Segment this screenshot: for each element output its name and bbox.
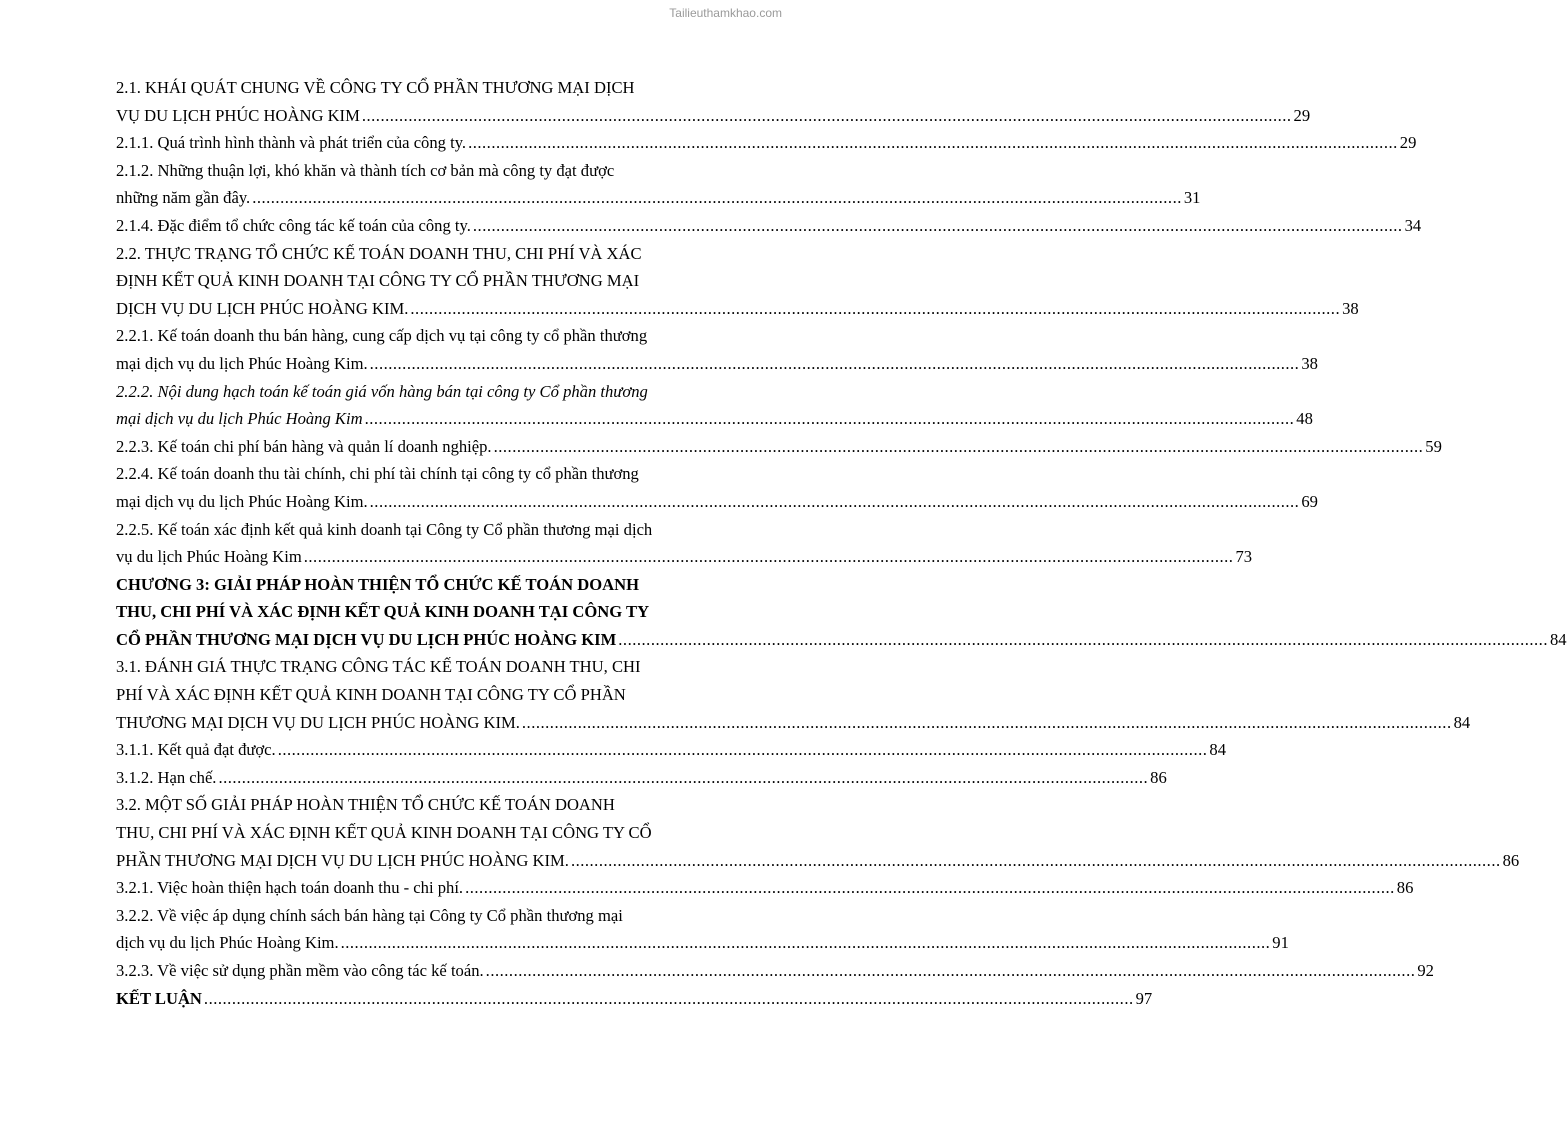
page-number: 48: [1296, 409, 1313, 429]
table-of-contents: [116, 74, 1567, 1012]
toc-entry-3-2-1[interactable]: [116, 874, 1414, 902]
dot-leader: ........................................................................................................................................................................................................: [340, 933, 1271, 953]
toc-entry-2-2-5[interactable]: [116, 516, 1253, 571]
toc-entry-3-2[interactable]: [116, 791, 1520, 874]
page-number: 84: [1209, 740, 1226, 760]
toc-entry-text: mại dịch vụ du lịch Phúc Hoàng Kim.: [116, 353, 368, 373]
dot-leader: ........................................................................................................................................................................................................: [472, 215, 1403, 235]
dot-leader: ........................................................................................................................................................................................................: [252, 188, 1182, 208]
dot-leader: ........................................................................................................................................................................................................: [303, 547, 1234, 567]
toc-entry-3-2-3[interactable]: [116, 957, 1434, 985]
watermark: Tailieuthamkhao.com: [669, 6, 782, 20]
page-number: 29: [1293, 105, 1311, 125]
toc-entry-text: 3.1.1. Kết quả đạt được.: [116, 740, 276, 760]
toc-entry-text: DỊCH VỤ DU LỊCH PHÚC HOÀNG KIM.: [116, 298, 409, 318]
page-number: 59: [1425, 436, 1442, 456]
toc-entry-text: VỤ DU LỊCH PHÚC HOÀNG KIM: [116, 105, 360, 125]
toc-entry-text: 2.2. THỰC TRẠNG TỔ CHỨC KẾ TOÁN DOANH THU, CHI PHÍ VÀ XÁC: [116, 243, 642, 263]
toc-entry-3-2-2[interactable]: [116, 902, 1289, 957]
dot-leader: ........................................................................................................................................................................................................: [618, 629, 1548, 649]
toc-entry-text: 2.2.3. Kế toán chi phí bán hàng và quản lí doanh nghiệp.: [116, 436, 492, 456]
toc-entry-3-1-2[interactable]: [116, 764, 1167, 792]
toc-entry-2-2[interactable]: [116, 240, 1359, 323]
toc-entry-text: 2.1. KHÁI QUÁT CHUNG VỀ CÔNG TY CỔ PHẦN THƯƠNG MẠI DỊCH: [116, 78, 635, 97]
toc-entry-text: mại dịch vụ du lịch Phúc Hoàng Kim: [116, 409, 363, 429]
toc-entry-text: 3.2. MỘT SỐ GIẢI PHÁP HOÀN THIỆN TỔ CHỨC KẾ TOÁN DOANH: [116, 795, 615, 815]
toc-entry-2-2-2[interactable]: [116, 378, 1313, 433]
toc-entry-chapter-3[interactable]: [116, 571, 1567, 654]
dot-leader: ........................................................................................................................................................................................................: [277, 740, 1208, 760]
toc-entry-text: PHÍ VÀ XÁC ĐỊNH KẾT QUẢ KINH DOANH TẠI CÔNG TY CỔ PHẦN: [116, 685, 626, 705]
page-number: 29: [1399, 133, 1417, 153]
toc-entry-2-2-4[interactable]: [116, 460, 1318, 515]
dot-leader: ........................................................................................................................................................................................................: [468, 133, 1398, 153]
toc-entry-2-1[interactable]: [116, 74, 1311, 129]
page-number: 84: [1453, 712, 1471, 732]
toc-entry-conclusion[interactable]: [116, 985, 1153, 1013]
toc-entry-text: 3.1.2. Hạn chế.: [116, 767, 217, 787]
page-number: 92: [1417, 961, 1434, 980]
dot-leader: ........................................................................................................................................................................................................: [485, 961, 1416, 980]
toc-entry-text: 2.2.4. Kế toán doanh thu tài chính, chi phí tài chính tại công ty cổ phần thương: [116, 464, 639, 484]
toc-entry-text: KẾT LUẬN: [116, 988, 202, 1008]
dot-leader: ........................................................................................................................................................................................................: [364, 409, 1295, 429]
toc-entry-2-1-1[interactable]: [116, 129, 1417, 157]
dot-leader: ........................................................................................................................................................................................................: [493, 436, 1424, 456]
toc-entry-text: THU, CHI PHÍ VÀ XÁC ĐỊNH KẾT QUẢ KINH DOANH TẠI CÔNG TY CỔ: [116, 823, 652, 843]
toc-entry-3-1[interactable]: [116, 653, 1471, 736]
toc-entry-2-1-4[interactable]: [116, 212, 1422, 240]
toc-entry-text: 3.2.2. Về việc áp dụng chính sách bán hàng tại Công ty Cổ phần thương mại: [116, 905, 623, 925]
toc-entry-text: THU, CHI PHÍ VÀ XÁC ĐỊNH KẾT QUẢ KINH DOANH TẠI CÔNG TY: [116, 602, 650, 622]
toc-entry-3-1-1[interactable]: [116, 736, 1226, 764]
toc-entry-text: 3.2.1. Việc hoàn thiện hạch toán doanh thu - chi phí.: [116, 878, 464, 898]
toc-entry-text: 2.2.1. Kế toán doanh thu bán hàng, cung cấp dịch vụ tại công ty cổ phần thương: [116, 326, 648, 346]
page-number: 97: [1135, 988, 1153, 1008]
page-number: 38: [1342, 298, 1359, 318]
toc-entry-text: 2.2.2. Nội dung hạch toán kế toán giá vốn hàng bán tại công ty Cổ phần thương: [116, 381, 648, 401]
toc-entry-text: mại dịch vụ du lịch Phúc Hoàng Kim.: [116, 491, 368, 511]
toc-entry-text: 2.2.5. Kế toán xác định kết quả kinh doanh tại Công ty Cổ phần thương mại dịch: [116, 519, 653, 539]
toc-entry-text: dịch vụ du lịch Phúc Hoàng Kim.: [116, 933, 339, 953]
dot-leader: ........................................................................................................................................................................................................: [410, 298, 1341, 318]
toc-entry-text: 2.1.4. Đặc điểm tổ chức công tác kế toán của công ty.: [116, 215, 471, 235]
page-number: 84: [1549, 629, 1567, 649]
page-number: 34: [1404, 215, 1422, 235]
page-number: 91: [1272, 933, 1289, 953]
toc-entry-2-2-1[interactable]: [116, 322, 1318, 377]
toc-entry-text: CỔ PHẦN THƯƠNG MẠI DỊCH VỤ DU LỊCH PHÚC HOÀNG KIM: [116, 629, 617, 649]
toc-entry-text: vụ du lịch Phúc Hoàng Kim: [116, 547, 302, 567]
dot-leader: ........................................................................................................................................................................................................: [203, 988, 1134, 1008]
toc-entry-text: những năm gần đây.: [116, 188, 251, 208]
page-number: 86: [1396, 878, 1414, 898]
toc-entry-text: 2.1.1. Quá trình hình thành và phát triển của công ty.: [116, 133, 467, 153]
dot-leader: ........................................................................................................................................................................................................: [361, 105, 1292, 125]
toc-entry-text: ĐỊNH KẾT QUẢ KINH DOANH TẠI CÔNG TY CỔ PHẦN THƯƠNG MẠI: [116, 271, 640, 291]
toc-entry-text: 2.1.2. Những thuận lợi, khó khăn và thành tích cơ bản mà công ty đạt được: [116, 160, 615, 180]
page-number: 31: [1183, 188, 1201, 208]
dot-leader: ........................................................................................................................................................................................................: [369, 491, 1300, 511]
dot-leader: ........................................................................................................................................................................................................: [369, 353, 1300, 373]
toc-entry-2-2-3[interactable]: [116, 433, 1442, 461]
toc-entry-text: CHƯƠNG 3: GIẢI PHÁP HOÀN THIỆN TỔ CHỨC KẾ TOÁN DOANH: [116, 574, 640, 594]
toc-entry-2-1-2[interactable]: [116, 157, 1201, 212]
dot-leader: ........................................................................................................................................................................................................: [570, 850, 1501, 870]
dot-leader: ........................................................................................................................................................................................................: [521, 712, 1452, 732]
toc-entry-text: THƯƠNG MẠI DỊCH VỤ DU LỊCH PHÚC HOÀNG KIM.: [116, 712, 520, 732]
page-number: 69: [1301, 491, 1318, 511]
toc-entry-text: 3.1. ĐÁNH GIÁ THỰC TRẠNG CÔNG TÁC KẾ TOÁN DOANH THU, CHI: [116, 657, 641, 677]
page-number: 86: [1502, 850, 1520, 870]
toc-entry-text: 3.2.3. Về việc sử dụng phần mềm vào công tác kế toán.: [116, 961, 484, 980]
dot-leader: ........................................................................................................................................................................................................: [465, 878, 1395, 898]
page-number: 38: [1301, 353, 1318, 373]
page-number: 86: [1150, 767, 1167, 787]
page-number: 73: [1235, 547, 1253, 567]
toc-entry-text: PHẦN THƯƠNG MẠI DỊCH VỤ DU LỊCH PHÚC HOÀNG KIM.: [116, 850, 569, 870]
dot-leader: ........................................................................................................................................................................................................: [218, 767, 1149, 787]
